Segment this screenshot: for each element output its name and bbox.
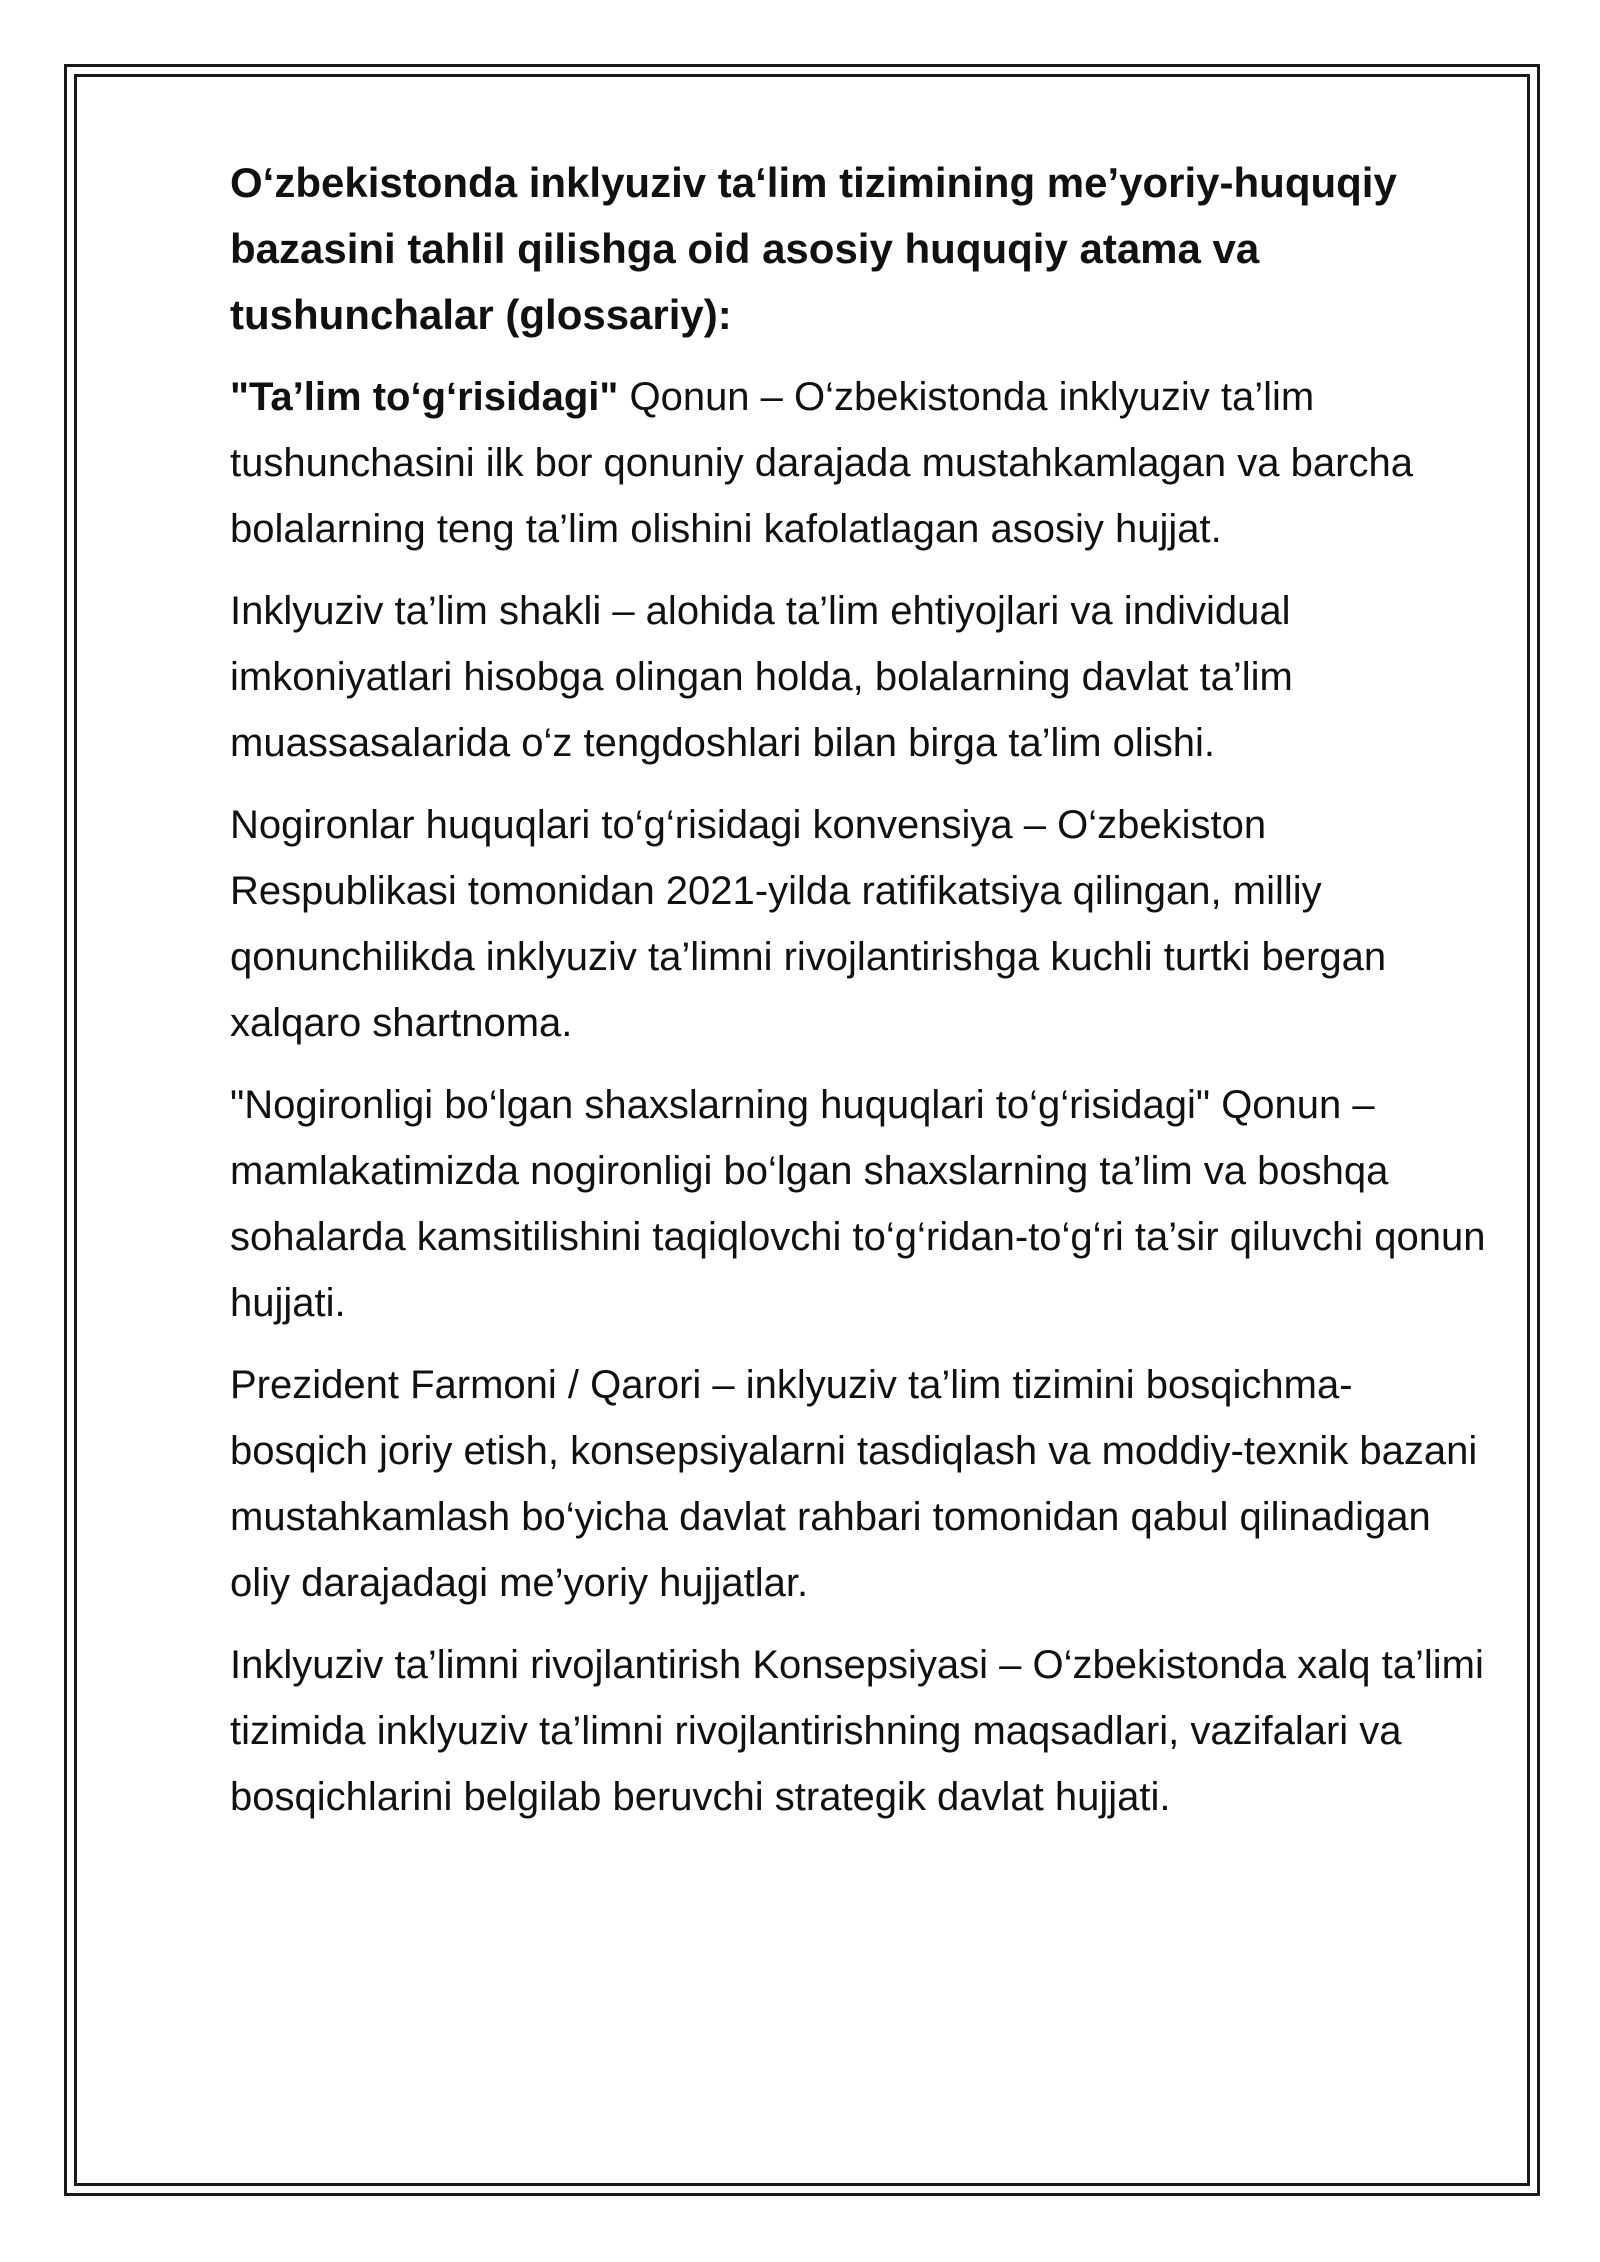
glossary-entry-concept: Inklyuziv ta’limni rivojlantirish Konsepsiyasi – O‘zbekistonda xalq ta’limi tizimida inklyuziv ta’limni rivojlantirishning maqsadlari, vazifalari va bosqichlarini belgilab beruvchi strategik davlat hujjati. xyxy=(230,1643,1484,1819)
glossary-entry-inclusive-form: Inklyuziv ta’lim shakli – alohida ta’lim ehtiyojlari va individual imkoniyatlari hisobga olingan holda, bolalarning davlat ta’lim muassasalarida o‘z tengdoshlari bilan birga ta’lim olishi. xyxy=(230,589,1293,765)
glossary-entry-disability-law: "Nogironligi bo‘lgan shaxslarning huquqlari to‘g‘risidagi" Qonun – mamlakatimizda nogironligi bo‘lgan shaxslarning ta’lim va boshqa sohalarda kamsitilishini taqiqlovchi to‘g‘ridan-to‘g‘ri ta’sir qiluvchi qonun hujjati. xyxy=(230,1083,1486,1325)
glossary-heading: O‘zbekistonda inklyuziv ta‘lim tizimining me’yoriy-huquqiy bazasini tahlil qilishga oid asosiy huquqiy atama va tushunchalar (glossariy): xyxy=(230,159,1397,338)
glossary-term: "Ta’lim to‘g‘risidagi" xyxy=(230,375,619,419)
glossary-definition: Qonun – O‘zbekistonda inklyuziv ta’lim tushunchasini ilk bor qonuniy darajada mustahkamlagan va barcha bolalarning teng ta’lim olishini kafolatlagan asosiy hujjat. xyxy=(230,375,1413,551)
document-body xyxy=(230,150,1490,1846)
glossary-entry-convention: Nogironlar huquqlari to‘g‘risidagi konvensiya – O‘zbekiston Respublikasi tomonidan 2021-yilda ratifikatsiya qilingan, milliy qonunchilikda inklyuziv ta’limni rivojlantirishga kuchli turtki bergan xalqaro shartnoma. xyxy=(230,803,1387,1045)
glossary-entry-president-decree: Prezident Farmoni / Qarori – inklyuziv ta’lim tizimini bosqichma-bosqich joriy etish, konsepsiyalarni tasdiqlash va moddiy-texnik bazani mustahkamlash bo‘yicha davlat rahbari tomonidan qabul qilinadigan oliy darajadagi me’yoriy hujjatlar. xyxy=(230,1363,1478,1605)
glossary-entry-talim-law xyxy=(230,364,1490,562)
